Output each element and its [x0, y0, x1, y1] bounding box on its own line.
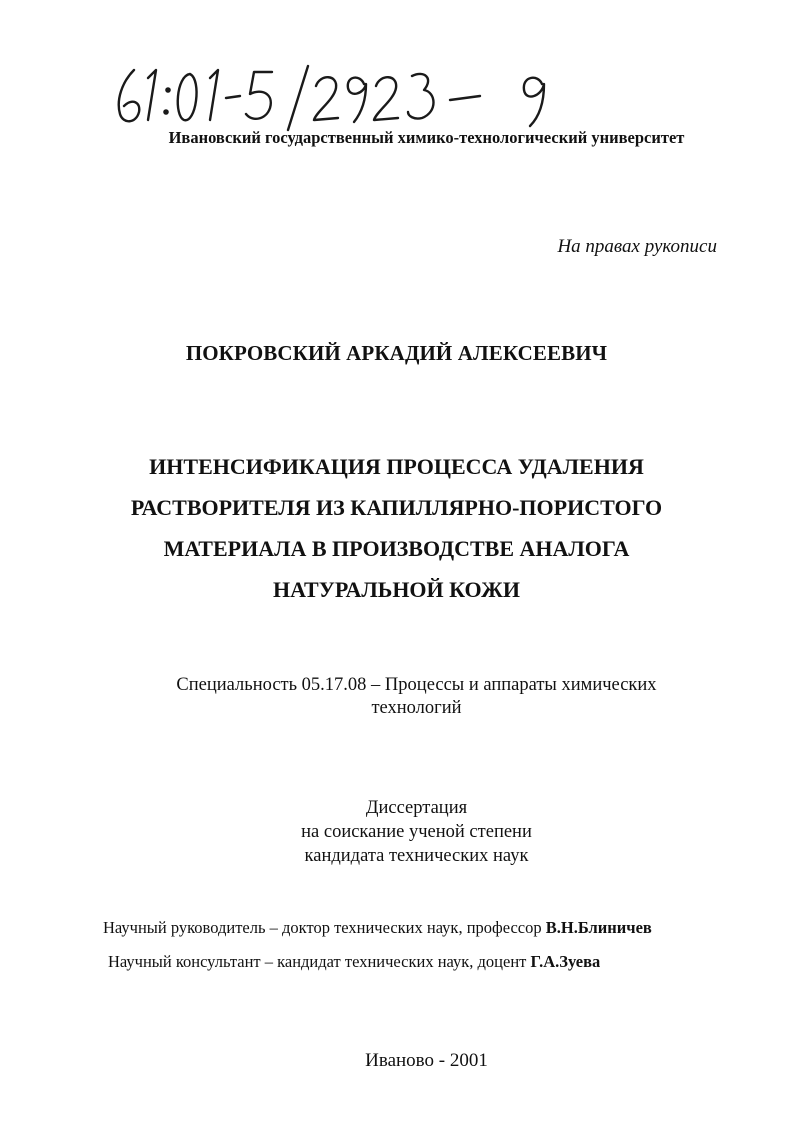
title-line: НАТУРАЛЬНОЙ КОЖИ	[272, 577, 520, 602]
author-name: ПОКРОВСКИЙ АРКАДИЙ АЛЕКСЕЕВИЧ	[185, 341, 608, 365]
advisor-name: В.Н.Блиничев	[545, 918, 652, 937]
university-name: Ивановский государственный химико-технологический университет	[168, 128, 685, 147]
degree-block	[0, 796, 793, 868]
title-line: РАСТВОРИТЕЛЯ ИЗ КАПИЛЛЯРНО-ПОРИСТОГО	[130, 495, 663, 520]
rights-note: На правах рукописи	[557, 236, 717, 257]
specialty-line-1: Специальность 05.17.08 – Процессы и аппараты химических	[176, 675, 657, 695]
specialty-line-2: технологий	[371, 698, 462, 718]
consultant-label: Научный консультант – кандидат технических наук, доцент	[108, 952, 531, 971]
dissertation-title	[0, 446, 793, 610]
consultant-name: Г.А.Зуева	[530, 952, 601, 971]
handwritten-catalog-number	[112, 62, 582, 132]
degree-line-3: кандидата технических наук	[304, 846, 529, 866]
title-line: МАТЕРИАЛА В ПРОИЗВОДСТВЕ АНАЛОГА	[163, 536, 630, 561]
scientific-advisor	[103, 918, 652, 938]
advisor-label: Научный руководитель – доктор технических наук, профессор	[103, 918, 546, 937]
degree-line-1: Диссертация	[365, 798, 468, 818]
degree-line-2: на соискание ученой степени	[301, 822, 532, 842]
title-line: ИНТЕНСИФИКАЦИЯ ПРОЦЕССА УДАЛЕНИЯ	[149, 454, 644, 479]
city-year: Иваново - 2001	[365, 1050, 488, 1071]
specialty-block	[0, 674, 793, 720]
scientific-consultant	[108, 952, 600, 972]
